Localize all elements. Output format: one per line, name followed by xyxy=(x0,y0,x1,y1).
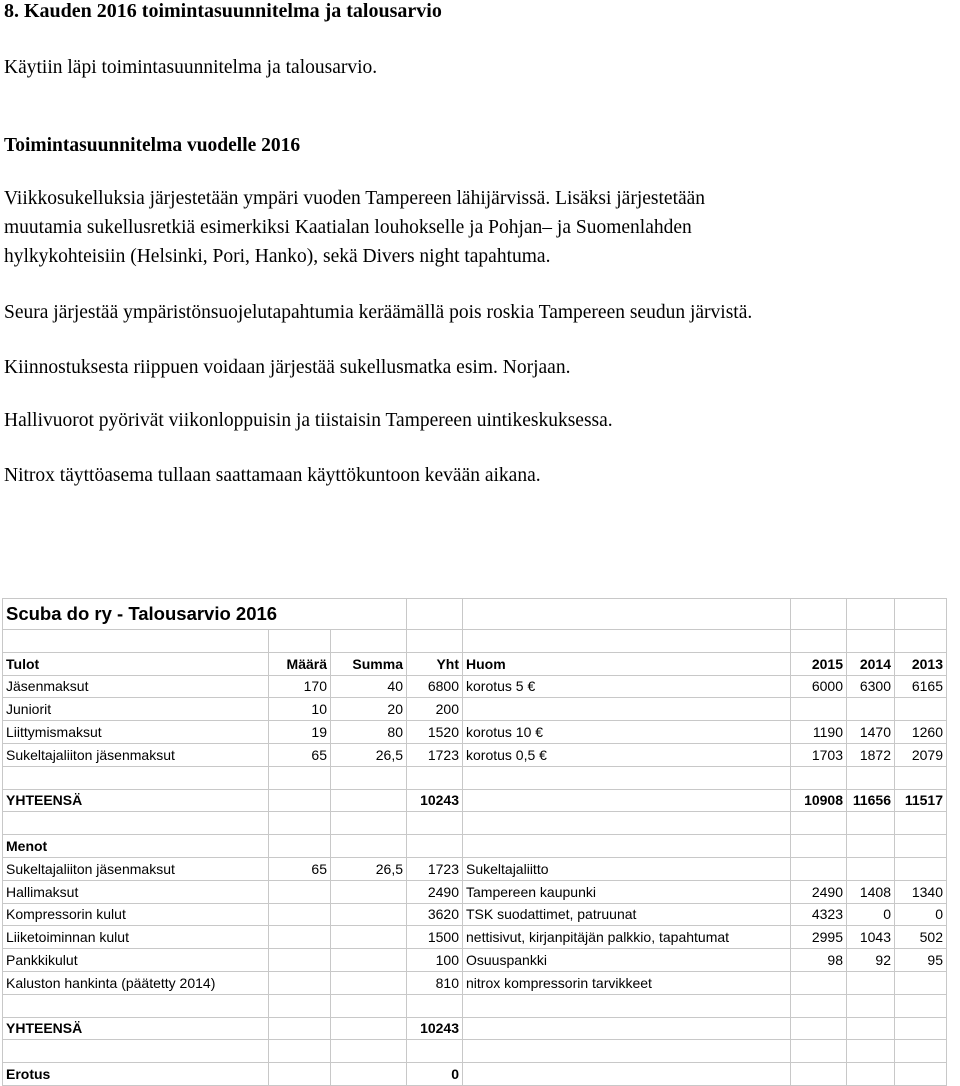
table-cell: 98 xyxy=(791,949,847,972)
table-cell: Liiketoiminnan kulut xyxy=(3,926,269,949)
table-row xyxy=(3,698,947,721)
table-cell xyxy=(847,698,895,721)
table-row xyxy=(3,766,947,789)
table-cell xyxy=(269,1040,331,1063)
table-row xyxy=(3,743,947,766)
table-cell xyxy=(791,857,847,880)
table-cell xyxy=(847,971,895,994)
table-cell: 1703 xyxy=(791,743,847,766)
table-cell xyxy=(463,1040,791,1063)
table-cell: 170 xyxy=(269,675,331,698)
column-header: 2015 xyxy=(791,652,847,675)
table-cell: 95 xyxy=(895,949,947,972)
table-row xyxy=(3,971,947,994)
table-row xyxy=(3,721,947,744)
table-cell: nettisivut, kirjanpitäjän palkkio, tapahtumat xyxy=(463,926,791,949)
table-cell: 26,5 xyxy=(331,743,407,766)
table-cell xyxy=(895,994,947,1017)
table-cell: 1408 xyxy=(847,880,895,903)
table-cell: 100 xyxy=(407,949,463,972)
table-cell: 1872 xyxy=(847,743,895,766)
paragraph-environment: Seura järjestää ympäristönsuojelutapahtumia keräämällä pois roskia Tampereen seudun järvistä. xyxy=(4,302,753,323)
table-cell xyxy=(791,599,847,630)
plan-line-3: hylkykohteisiin (Helsinki, Pori, Hanko), sekä Divers night tapahtuma. xyxy=(4,246,551,267)
table-row xyxy=(3,1063,947,1086)
table-cell xyxy=(269,971,331,994)
table-cell xyxy=(847,630,895,653)
table-cell: Pankkikulut xyxy=(3,949,269,972)
table-cell: 26,5 xyxy=(331,857,407,880)
table-row xyxy=(3,903,947,926)
table-cell xyxy=(331,812,407,835)
table-cell: 2079 xyxy=(895,743,947,766)
table-cell: 40 xyxy=(331,675,407,698)
table-cell xyxy=(269,835,331,858)
table-cell: 92 xyxy=(847,949,895,972)
table-cell xyxy=(791,971,847,994)
column-header: Määrä xyxy=(269,652,331,675)
table-cell: 1470 xyxy=(847,721,895,744)
table-cell xyxy=(463,994,791,1017)
budget-title-row xyxy=(3,599,947,630)
table-cell: 6000 xyxy=(791,675,847,698)
table-row xyxy=(3,1040,947,1063)
table-cell xyxy=(331,926,407,949)
table-cell xyxy=(847,766,895,789)
table-row xyxy=(3,949,947,972)
table-cell: Juniorit xyxy=(3,698,269,721)
table-cell xyxy=(3,1040,269,1063)
column-header: 2014 xyxy=(847,652,895,675)
table-cell: 1043 xyxy=(847,926,895,949)
table-cell xyxy=(331,880,407,903)
table-cell: Liittymismaksut xyxy=(3,721,269,744)
table-cell xyxy=(407,812,463,835)
column-header: 2013 xyxy=(895,652,947,675)
table-cell xyxy=(463,630,791,653)
table-row xyxy=(3,994,947,1017)
table-cell xyxy=(463,698,791,721)
table-cell xyxy=(269,1063,331,1086)
table-cell xyxy=(791,766,847,789)
table-cell xyxy=(895,971,947,994)
table-cell xyxy=(791,1017,847,1040)
table-cell xyxy=(331,766,407,789)
table-cell: 65 xyxy=(269,743,331,766)
table-cell: Menot xyxy=(3,835,269,858)
table-cell xyxy=(895,630,947,653)
table-cell xyxy=(269,949,331,972)
table-cell xyxy=(407,1040,463,1063)
table-cell: 6165 xyxy=(895,675,947,698)
table-cell xyxy=(791,1040,847,1063)
table-cell xyxy=(331,789,407,812)
plan-line-1: Viikkosukelluksia järjestetään ympäri vuoden Tampereen lähijärvissä. Lisäksi järjestetään xyxy=(4,188,706,209)
table-cell: 10243 xyxy=(407,789,463,812)
table-cell xyxy=(847,812,895,835)
table-cell xyxy=(407,599,463,630)
table-cell: 3620 xyxy=(407,903,463,926)
table-row xyxy=(3,630,947,653)
table-cell: 0 xyxy=(847,903,895,926)
table-row xyxy=(3,857,947,880)
table-row xyxy=(3,675,947,698)
table-cell xyxy=(463,1017,791,1040)
table-cell xyxy=(895,857,947,880)
table-cell: 1723 xyxy=(407,743,463,766)
column-header: Huom xyxy=(463,652,791,675)
table-cell: 2995 xyxy=(791,926,847,949)
table-cell xyxy=(269,789,331,812)
table-cell: 1340 xyxy=(895,880,947,903)
table-cell: 200 xyxy=(407,698,463,721)
table-cell: 4323 xyxy=(791,903,847,926)
table-cell: 6800 xyxy=(407,675,463,698)
table-cell xyxy=(895,698,947,721)
plan-title: Toimintasuunnitelma vuodelle 2016 xyxy=(4,135,301,156)
table-cell: korotus 10 € xyxy=(463,721,791,744)
table-cell: 20 xyxy=(331,698,407,721)
table-cell xyxy=(269,880,331,903)
table-cell: Sukeltajaliiton jäsenmaksut xyxy=(3,857,269,880)
table-cell xyxy=(269,812,331,835)
table-cell: 502 xyxy=(895,926,947,949)
table-cell: 2490 xyxy=(407,880,463,903)
table-cell xyxy=(847,1063,895,1086)
table-cell: 80 xyxy=(331,721,407,744)
table-row xyxy=(3,812,947,835)
table-cell: korotus 0,5 € xyxy=(463,743,791,766)
table-cell xyxy=(331,1017,407,1040)
table-cell xyxy=(463,812,791,835)
table-row xyxy=(3,880,947,903)
table-cell xyxy=(269,766,331,789)
table-cell: 11517 xyxy=(895,789,947,812)
paragraph-trip: Kiinnostuksesta riippuen voidaan järjestää sukellusmatka esim. Norjaan. xyxy=(4,357,571,378)
paragraph-pool: Hallivuorot pyörivät viikonloppuisin ja tiistaisin Tampereen uintikeskuksessa. xyxy=(4,410,613,431)
table-cell xyxy=(791,1063,847,1086)
table-cell xyxy=(331,1040,407,1063)
table-cell xyxy=(895,1063,947,1086)
table-cell: 11656 xyxy=(847,789,895,812)
table-cell xyxy=(895,1040,947,1063)
table-cell xyxy=(463,835,791,858)
table-cell xyxy=(463,1063,791,1086)
table-cell xyxy=(895,835,947,858)
table-cell xyxy=(847,599,895,630)
table-cell: 2490 xyxy=(791,880,847,903)
table-cell xyxy=(791,812,847,835)
table-cell: Osuuspankki xyxy=(463,949,791,972)
table-cell xyxy=(407,835,463,858)
table-cell: 1520 xyxy=(407,721,463,744)
table-cell xyxy=(331,994,407,1017)
table-cell: Kompressorin kulut xyxy=(3,903,269,926)
table-cell: Kaluston hankinta (päätetty 2014) xyxy=(3,971,269,994)
table-cell: 1723 xyxy=(407,857,463,880)
section-heading: 8. Kauden 2016 toimintasuunnitelma ja talousarvio xyxy=(4,0,442,22)
table-cell xyxy=(3,766,269,789)
table-cell: korotus 5 € xyxy=(463,675,791,698)
table-cell: Hallimaksut xyxy=(3,880,269,903)
table-row xyxy=(3,926,947,949)
column-header: Summa xyxy=(331,652,407,675)
table-cell xyxy=(895,766,947,789)
table-cell: YHTEENSÄ xyxy=(3,789,269,812)
table-cell xyxy=(269,994,331,1017)
table-cell xyxy=(847,1017,895,1040)
table-cell: 10 xyxy=(269,698,331,721)
table-cell: 1190 xyxy=(791,721,847,744)
table-cell xyxy=(791,630,847,653)
table-cell xyxy=(895,812,947,835)
table-cell: 810 xyxy=(407,971,463,994)
table-cell xyxy=(331,835,407,858)
column-header: Yht xyxy=(407,652,463,675)
table-cell xyxy=(847,1040,895,1063)
table-cell: Sukeltajaliitto xyxy=(463,857,791,880)
table-cell xyxy=(3,812,269,835)
table-cell xyxy=(331,971,407,994)
budget-table xyxy=(2,598,947,1086)
table-row xyxy=(3,835,947,858)
table-cell: 10908 xyxy=(791,789,847,812)
table-cell xyxy=(791,994,847,1017)
table-cell xyxy=(3,630,269,653)
table-cell xyxy=(791,698,847,721)
table-row xyxy=(3,652,947,675)
table-cell xyxy=(331,630,407,653)
table-cell xyxy=(331,949,407,972)
table-cell: 0 xyxy=(407,1063,463,1086)
table-cell xyxy=(269,903,331,926)
table-cell: nitrox kompressorin tarvikkeet xyxy=(463,971,791,994)
plan-line-2: muutamia sukellusretkiä esimerkiksi Kaatialan louhokselle ja Pohjan– ja Suomenlahden xyxy=(4,217,692,238)
table-cell: 1260 xyxy=(895,721,947,744)
column-header: Tulot xyxy=(3,652,269,675)
table-cell: 6300 xyxy=(847,675,895,698)
table-cell: 19 xyxy=(269,721,331,744)
table-cell xyxy=(3,994,269,1017)
table-cell: 10243 xyxy=(407,1017,463,1040)
table-cell: Tampereen kaupunki xyxy=(463,880,791,903)
table-cell xyxy=(463,766,791,789)
table-cell xyxy=(269,1017,331,1040)
table-cell: Sukeltajaliiton jäsenmaksut xyxy=(3,743,269,766)
table-cell: 0 xyxy=(895,903,947,926)
intro-text: Käytiin läpi toimintasuunnitelma ja talousarvio. xyxy=(4,57,378,78)
table-cell xyxy=(407,994,463,1017)
table-cell: TSK suodattimet, patruunat xyxy=(463,903,791,926)
table-cell xyxy=(847,994,895,1017)
table-cell xyxy=(407,630,463,653)
table-cell xyxy=(407,766,463,789)
table-cell: Jäsenmaksut xyxy=(3,675,269,698)
table-cell xyxy=(791,835,847,858)
table-cell xyxy=(331,903,407,926)
table-cell: Erotus xyxy=(3,1063,269,1086)
table-cell: 1500 xyxy=(407,926,463,949)
table-cell xyxy=(269,630,331,653)
table-cell xyxy=(331,1063,407,1086)
paragraph-nitrox: Nitrox täyttöasema tullaan saattamaan käyttökuntoon kevään aikana. xyxy=(4,465,541,486)
table-cell xyxy=(463,599,791,630)
table-cell: 65 xyxy=(269,857,331,880)
table-cell xyxy=(463,789,791,812)
table-cell xyxy=(895,1017,947,1040)
table-cell xyxy=(895,599,947,630)
table-row xyxy=(3,789,947,812)
table-cell: YHTEENSÄ xyxy=(3,1017,269,1040)
table-cell xyxy=(847,835,895,858)
budget-title: Scuba do ry - Talousarvio 2016 xyxy=(3,599,407,630)
table-cell xyxy=(847,857,895,880)
table-row xyxy=(3,1017,947,1040)
table-cell xyxy=(269,926,331,949)
